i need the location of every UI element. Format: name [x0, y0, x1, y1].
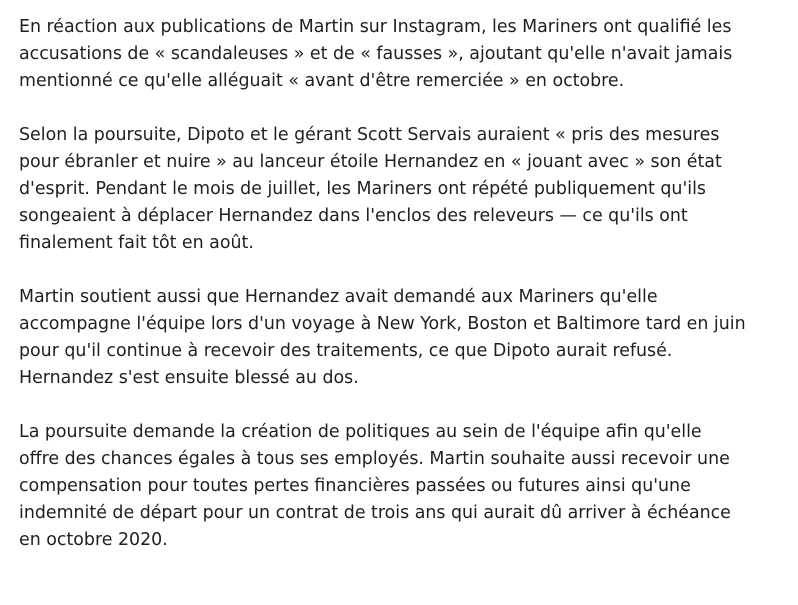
text-line: accusations de « scandaleuses » et de « fausses », ajoutant qu'elle n'avait jamais [19, 44, 733, 64]
paragraph-instagram-reaction [19, 14, 784, 95]
text-line: En réaction aux publications de Martin sur Instagram, les Mariners ont qualifié les [19, 17, 732, 37]
text-line: en octobre 2020. [19, 530, 168, 550]
paragraph-lawsuit-demands [19, 419, 784, 554]
text-line: indemnité de départ pour un contrat de trois ans qui aurait dû arriver à échéance [19, 503, 731, 523]
text-line: compensation pour toutes pertes financières passées ou futures ainsi qu'une [19, 476, 691, 496]
paragraph-lawsuit-hernandez [19, 122, 784, 257]
text-line: offre des chances égales à tous ses employés. Martin souhaite aussi recevoir une [19, 449, 730, 469]
text-line: La poursuite demande la création de politiques au sein de l'équipe afin qu'elle [19, 422, 702, 442]
text-line: finalement fait tôt en août. [19, 233, 254, 253]
article-body [19, 14, 784, 581]
paragraph-road-trip-request [19, 284, 784, 392]
text-line: mentionné ce qu'elle alléguait « avant d'être remerciée » en octobre. [19, 71, 625, 91]
text-line: d'esprit. Pendant le mois de juillet, les Mariners ont répété publiquement qu'ils [19, 179, 706, 199]
text-line: Hernandez s'est ensuite blessé au dos. [19, 368, 359, 388]
text-line: Martin soutient aussi que Hernandez avait demandé aux Mariners qu'elle [19, 287, 658, 307]
text-line: Selon la poursuite, Dipoto et le gérant Scott Servais auraient « pris des mesures [19, 125, 720, 145]
text-line: pour qu'il continue à recevoir des traitements, ce que Dipoto aurait refusé. [19, 341, 673, 361]
text-line: songeaient à déplacer Hernandez dans l'enclos des releveurs — ce qu'ils ont [19, 206, 688, 226]
text-line: accompagne l'équipe lors d'un voyage à New York, Boston et Baltimore tard en juin [19, 314, 746, 334]
text-line: pour ébranler et nuire » au lanceur étoile Hernandez en « jouant avec » son état [19, 152, 722, 172]
